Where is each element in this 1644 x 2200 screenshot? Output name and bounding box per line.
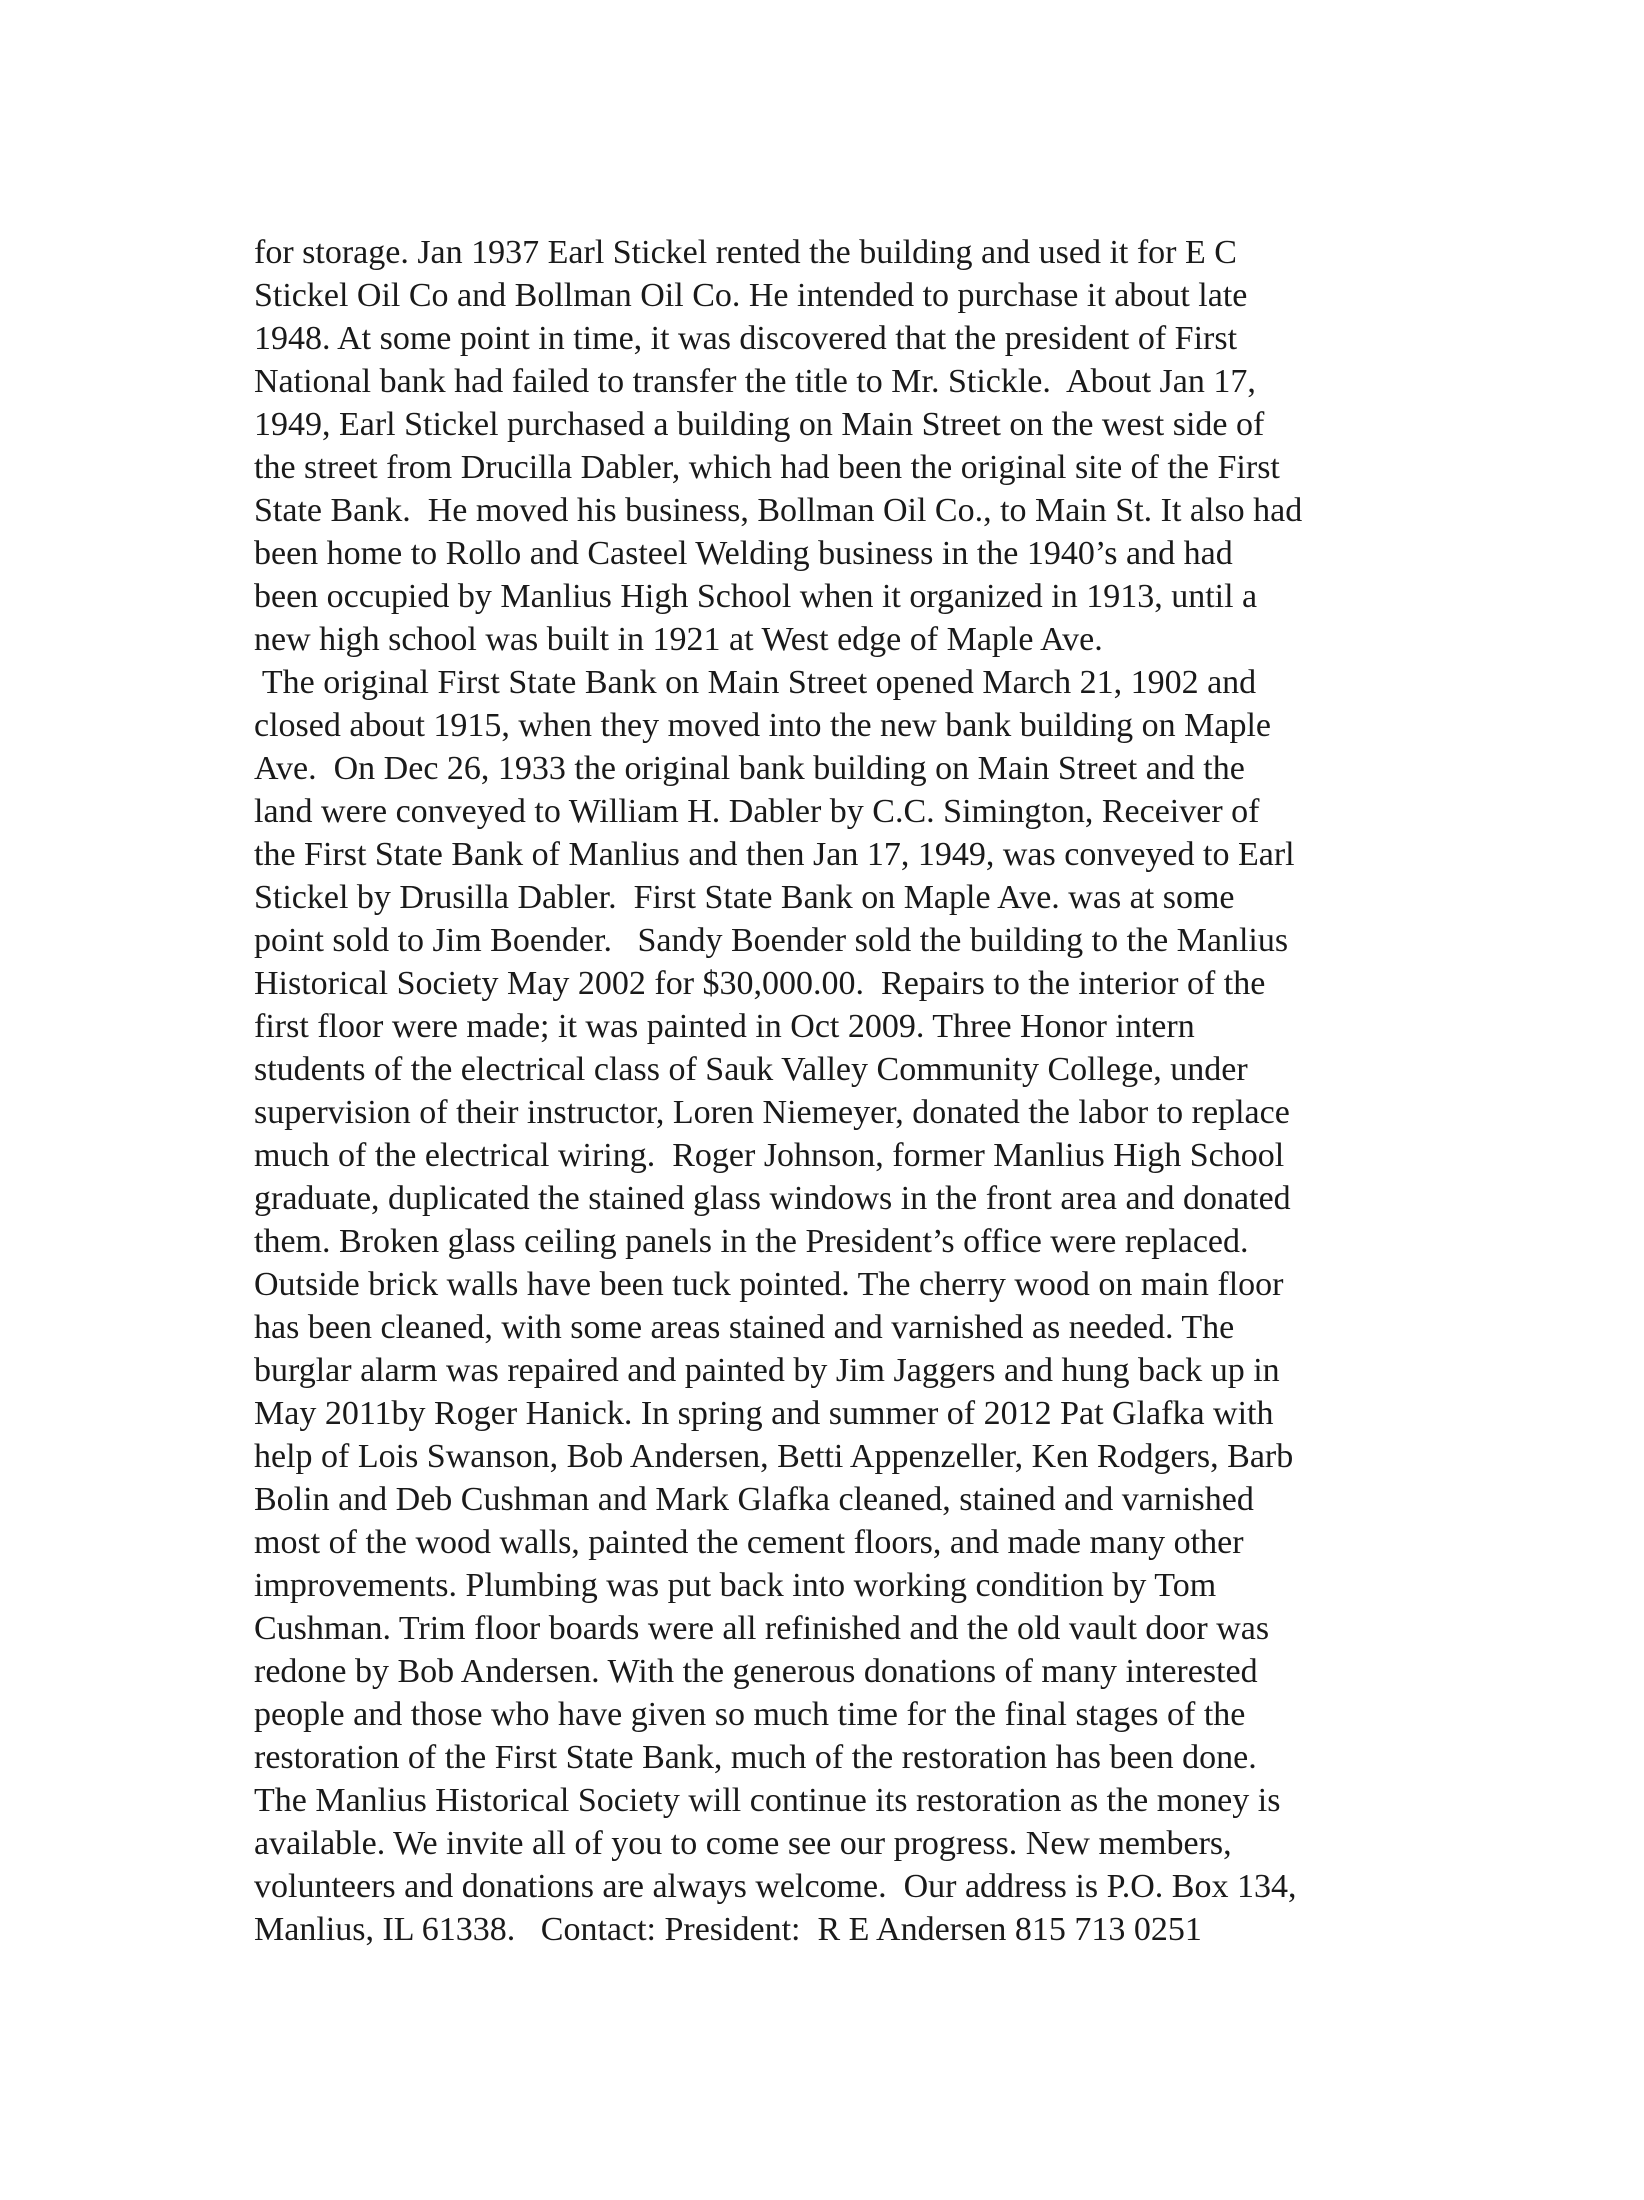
text-line: May 2011by Roger Hanick. In spring and summer of 2012 Pat Glafka with [254,1395,1274,1432]
text-line: restoration of the First State Bank, much of the restoration has been done. [254,1739,1257,1776]
text-line: been occupied by Manlius High School when it organized in 1913, until a [254,578,1258,615]
text-line: burglar alarm was repaired and painted by Jim Jaggers and hung back up in [254,1352,1280,1389]
text-line: volunteers and donations are always welcome. Our address is P.O. Box 134, [254,1868,1297,1905]
text-line: new high school was built in 1921 at West edge of Maple Ave. [254,621,1103,658]
text-line: Stickel by Drusilla Dabler. First State Bank on Maple Ave. was at some [254,879,1235,916]
text-line: Bolin and Deb Cushman and Mark Glafka cleaned, stained and varnished [254,1481,1254,1518]
text-line: the street from Drucilla Dabler, which had been the original site of the First [254,449,1280,486]
text-line: 1948. At some point in time, it was discovered that the president of First [254,320,1238,357]
text-line: graduate, duplicated the stained glass windows in the front area and donated [254,1180,1291,1217]
text-line: Stickel Oil Co and Bollman Oil Co. He intended to purchase it about late [254,277,1248,314]
text-line: supervision of their instructor, Loren Niemeyer, donated the labor to replace [254,1094,1290,1131]
text-line: Manlius, IL 61338. Contact: President: R E Andersen 815 713 0251 [254,1911,1202,1948]
text-line: the First State Bank of Manlius and then Jan 17, 1949, was conveyed to Earl [254,836,1295,873]
text-line: been home to Rollo and Casteel Welding business in the 1940’s and had [254,535,1233,572]
text-line: land were conveyed to William H. Dabler by C.C. Simington, Receiver of [254,793,1260,830]
text-line: much of the electrical wiring. Roger Johnson, former Manlius High School [254,1137,1285,1174]
text-line: State Bank. He moved his business, Bollman Oil Co., to Main St. It also had [254,492,1303,529]
text-line: closed about 1915, when they moved into the new bank building on Maple [254,707,1271,744]
text-line: National bank had failed to transfer the title to Mr. Stickle. About Jan 17, [254,363,1256,400]
text-line: Ave. On Dec 26, 1933 the original bank building on Main Street and the [254,750,1245,787]
text-line: has been cleaned, with some areas stained and varnished as needed. The [254,1309,1235,1346]
text-line: for storage. Jan 1937 Earl Stickel rented the building and used it for E C [254,234,1237,271]
body-text [254,231,1414,1951]
text-line: available. We invite all of you to come see our progress. New members, [254,1825,1232,1862]
text-line: students of the electrical class of Sauk Valley Community College, under [254,1051,1248,1088]
text-line: The original First State Bank on Main Street opened March 21, 1902 and [254,664,1257,701]
text-line: them. Broken glass ceiling panels in the President’s office were replaced. [254,1223,1249,1260]
text-line: help of Lois Swanson, Bob Andersen, Betti Appenzeller, Ken Rodgers, Barb [254,1438,1294,1475]
text-line: 1949, Earl Stickel purchased a building on Main Street on the west side of [254,406,1265,443]
text-line: first floor were made; it was painted in Oct 2009. Three Honor intern [254,1008,1195,1045]
text-line: Outside brick walls have been tuck pointed. The cherry wood on main floor [254,1266,1284,1303]
text-line: The Manlius Historical Society will continue its restoration as the money is [254,1782,1281,1819]
text-line: improvements. Plumbing was put back into working condition by Tom [254,1567,1217,1604]
text-line: Cushman. Trim floor boards were all refinished and the old vault door was [254,1610,1270,1647]
text-line: Historical Society May 2002 for $30,000.00. Repairs to the interior of the [254,965,1266,1002]
text-line: most of the wood walls, painted the cement floors, and made many other [254,1524,1244,1561]
text-line: redone by Bob Andersen. With the generous donations of many interested [254,1653,1258,1690]
text-line: point sold to Jim Boender. Sandy Boender sold the building to the Manlius [254,922,1289,959]
text-line: people and those who have given so much time for the final stages of the [254,1696,1246,1733]
